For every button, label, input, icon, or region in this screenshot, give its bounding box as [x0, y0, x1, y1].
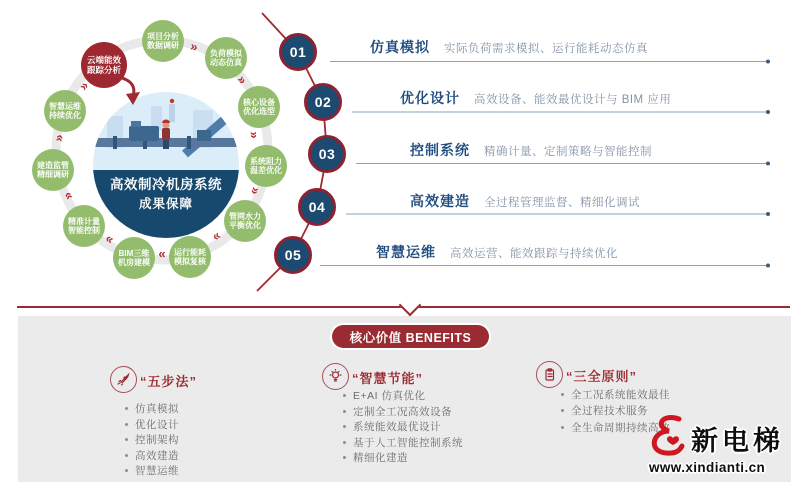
step-title: 仿真模拟	[370, 39, 430, 55]
brand-url: www.xindianti.cn	[649, 460, 766, 475]
bullet-icon	[125, 469, 128, 472]
bullet-icon	[561, 409, 564, 412]
column-title-five-steps: “五步法”	[140, 374, 198, 389]
step-desc: 高效运营、能效跟踪与持续优化	[450, 248, 618, 260]
bullet-icon	[561, 393, 564, 396]
bullet-icon	[343, 394, 346, 397]
bullet-icon	[343, 410, 346, 413]
step-number-2: 02	[304, 83, 342, 121]
bulb-icon	[322, 363, 349, 390]
bullet-icon	[561, 426, 564, 429]
list-item: 高效建造	[125, 448, 179, 464]
bullet-icon	[343, 456, 346, 459]
list-item: 定制全工况高效设备	[343, 404, 463, 420]
step-desc: 全过程管理监督、精细化调试	[484, 197, 640, 209]
ring-node-smart-operation: 智慧运维 持续优化	[44, 90, 86, 132]
step-title: 高效建造	[410, 193, 470, 209]
bullet-icon	[125, 454, 128, 457]
step-row-4	[410, 191, 640, 211]
ring-node-system-resistance: 系统阻力 温差优化	[245, 145, 287, 187]
ring-node-pipe-network: 管网水力 平衡优化	[224, 200, 266, 242]
ring-node-energy-check: 运行能耗 模拟复核	[169, 236, 211, 278]
center-subtitle: 成果保障	[138, 197, 193, 211]
bullet-icon	[125, 407, 128, 410]
list-item: 基于人工智能控制系统	[343, 435, 463, 451]
hub-arrow-icon	[100, 68, 150, 112]
step-title: 智慧运维	[376, 244, 436, 260]
flow-arrow-icon	[50, 129, 69, 146]
step-desc: 精确计量、定制策略与智能控制	[484, 146, 652, 158]
list-item: 仿真模拟	[125, 401, 179, 417]
bullet-icon	[125, 423, 128, 426]
step-number-5: 05	[274, 236, 312, 274]
flow-arrow-icon	[245, 127, 262, 142]
five-steps-list	[125, 401, 179, 479]
step-number-4: 04	[298, 188, 336, 226]
ring-node-core-equipment: 核心设备 优化选型	[238, 86, 280, 128]
benefits-banner: 核心价值 BENEFITS	[332, 325, 489, 348]
list-item: 智慧运维	[125, 463, 179, 479]
brand-swirl-icon	[645, 412, 689, 462]
ring-node-load-simulation: 负荷模拟 动态仿真	[205, 37, 247, 79]
step-row-5	[376, 242, 618, 262]
list-item: E+AI 仿真优化	[343, 388, 463, 404]
rocket-icon	[110, 366, 137, 393]
step-row-2	[400, 88, 671, 108]
list-item: 精细化建造	[343, 450, 463, 466]
column-title-smart-saving: “智慧节能”	[352, 371, 424, 386]
step-desc: 实际负荷需求模拟、运行能耗动态仿真	[444, 43, 648, 55]
list-item: 全过程技术服务	[561, 403, 670, 420]
center-title: 高效制冷机房系统	[110, 177, 222, 192]
list-item: 系统能效最优设计	[343, 419, 463, 435]
step-row-3	[410, 140, 652, 160]
list-item: 全生命周期持续高效	[561, 419, 670, 436]
ring-node-construction-supervision: 建造监管 精细调研	[32, 149, 74, 191]
step-row-1	[370, 37, 648, 57]
column-title-three-all: “三全原则”	[566, 369, 638, 384]
smart-saving-list	[343, 388, 463, 466]
flow-arrow-icon	[155, 247, 169, 263]
bullet-icon	[343, 441, 346, 444]
list-item: 优化设计	[125, 417, 179, 433]
center-hub	[93, 92, 239, 238]
step-title: 优化设计	[400, 90, 460, 106]
watermark-logo	[645, 412, 784, 475]
brand-name: 新电梯	[691, 426, 784, 456]
bullet-icon	[125, 438, 128, 441]
clipboard-icon	[536, 361, 563, 388]
list-item: 全工况系统能效最佳	[561, 386, 670, 403]
ring-node-metering-control: 精准计量 智能控制	[63, 205, 105, 247]
ring-node-cloud-efficiency: 云端能效 跟踪分析	[81, 42, 127, 88]
list-item: 控制架构	[125, 432, 179, 448]
step-number-1: 01	[279, 33, 317, 71]
step-number-3: 03	[308, 135, 346, 173]
step-desc: 高效设备、能效最优设计与 BIM 应用	[474, 94, 672, 106]
ring-node-bim-modeling: BIM三维 机房建模	[113, 237, 155, 279]
bullet-icon	[343, 425, 346, 428]
step-title: 控制系统	[410, 142, 470, 158]
ring-node-project-analysis: 项目分析 数据调研	[142, 20, 184, 62]
